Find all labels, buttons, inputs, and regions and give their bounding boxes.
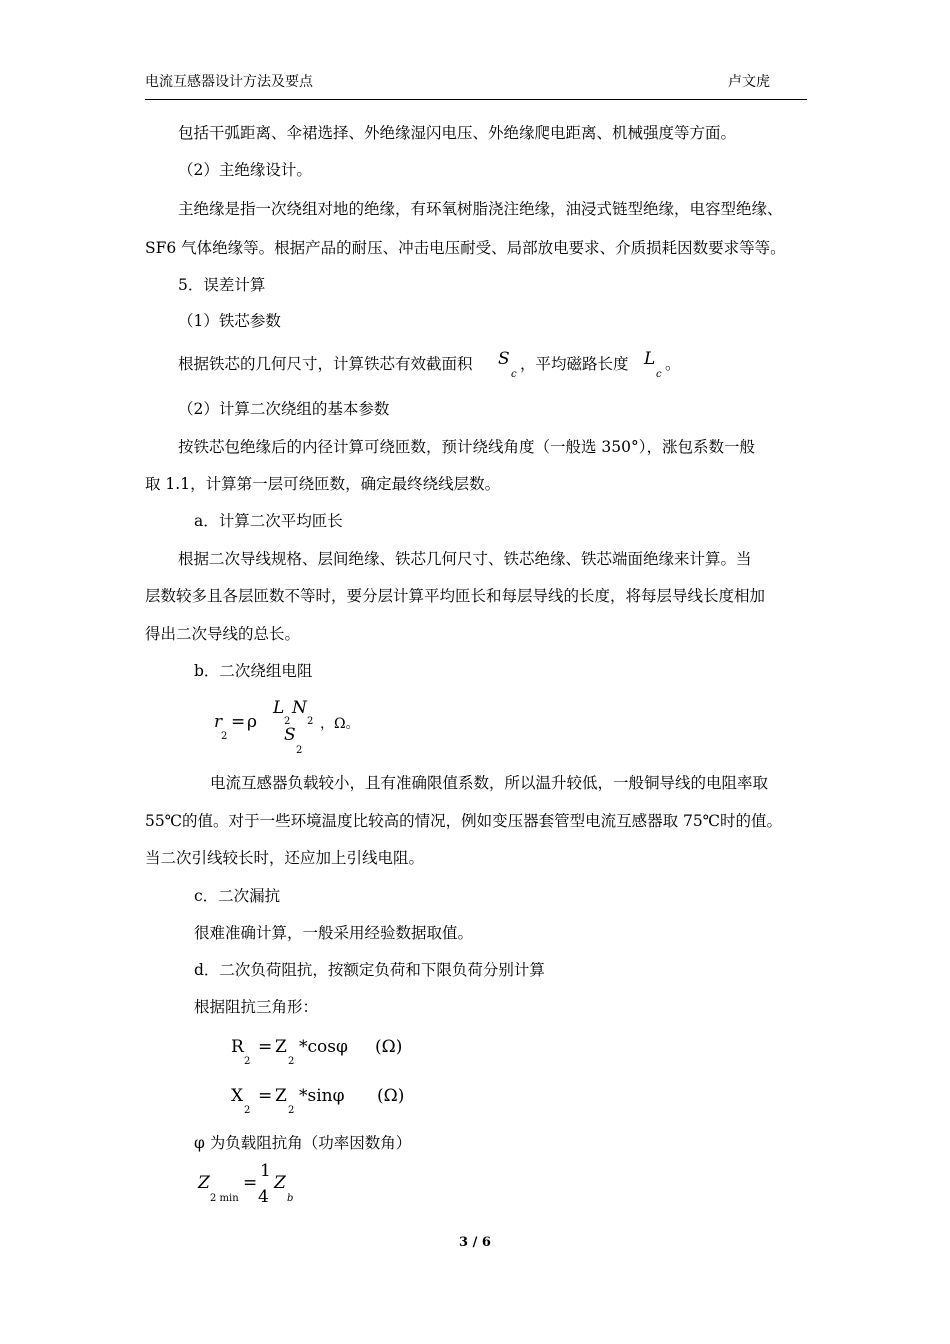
symbol-Z-min: Z bbox=[198, 1173, 210, 1193]
symbol-S: S bbox=[498, 349, 510, 369]
subscript-c: c bbox=[511, 369, 517, 380]
heading-core-params: （1）铁芯参数 bbox=[178, 312, 281, 330]
paragraph-10a: 根据二次导线规格、层间绝缘、铁芯几何尺寸、铁芯绝缘、铁芯端面绝缘来计算。当 bbox=[178, 550, 752, 568]
unit-ohm: ，Ω。 bbox=[320, 716, 360, 732]
paragraph-12c: 当二次引线较长时，还应加上引线电阻。 bbox=[145, 849, 425, 867]
unit-ohm-r2: (Ω) bbox=[375, 1037, 403, 1057]
subscript-2-Z-2: 2 bbox=[288, 1105, 295, 1116]
subscript-2-Z: 2 bbox=[288, 1056, 295, 1067]
paragraph-17: φ 为负载阻抗角（功率因数角） bbox=[194, 1134, 412, 1152]
equals-sign-z: = bbox=[243, 1173, 258, 1193]
paragraph-3a: 主绝缘是指一次绕组对地的绝缘，有环氧树脂浇注绝缘，油浸式链型绝缘，电容型绝缘、 bbox=[178, 200, 783, 218]
paragraph-6a: 根据铁芯的几何尺寸，计算铁芯有效截面积 bbox=[178, 355, 473, 373]
subscript-2-r: 2 bbox=[221, 731, 228, 742]
equals-sign-x2: = bbox=[258, 1086, 273, 1106]
paragraph-12a: 电流互感器负载较小，且有准确限值系数，所以温升较低，一般铜导线的电阻率取 bbox=[210, 774, 769, 792]
heading-error-calc: 5．误差计算 bbox=[178, 276, 266, 294]
paragraph-6b: ，平均磁路长度 bbox=[520, 355, 629, 373]
equals-sign-r2: = bbox=[258, 1037, 273, 1057]
paragraph-3b: SF6 气体绝缘等。根据产品的耐压、冲击电压耐受、局部放电要求、介质损耗因数要求等等。 bbox=[145, 239, 786, 257]
symbol-Z-2: Z bbox=[275, 1086, 287, 1106]
subscript-2-X: 2 bbox=[244, 1105, 251, 1116]
subscript-b: b bbox=[287, 1193, 294, 1204]
heading-d: d．二次负荷阻抗，按额定负荷和下限负荷分别计算 bbox=[194, 961, 545, 979]
equals-sign: = bbox=[231, 712, 246, 732]
subscript-c-2: c bbox=[656, 369, 662, 380]
symbol-L: L bbox=[644, 349, 656, 369]
paragraph-12b: 55℃的值。对于一些环境温度比较高的情况，例如变压器套管型电流互感器取 75℃时的值。 bbox=[145, 812, 783, 830]
cos-term: *cosφ bbox=[299, 1037, 348, 1057]
heading-b: b．二次绕组电阻 bbox=[194, 662, 313, 680]
heading-a: a．计算二次平均匝长 bbox=[194, 512, 343, 530]
header-rule bbox=[145, 99, 807, 100]
header-title: 电流互感器设计方法及要点 bbox=[145, 74, 313, 90]
numerator-N: N bbox=[292, 698, 307, 718]
heading-main-insulation: （2）主绝缘设计。 bbox=[178, 161, 312, 179]
heading-secondary-params: （2）计算二次绕组的基本参数 bbox=[178, 400, 390, 418]
symbol-X: X bbox=[231, 1086, 244, 1106]
denominator-S: S bbox=[284, 725, 296, 745]
subscript-2-S: 2 bbox=[296, 745, 303, 756]
rho-symbol: ρ bbox=[247, 712, 257, 732]
paragraph-10c: 得出二次导线的总长。 bbox=[145, 625, 301, 643]
paragraph-14: 很难准确计算，一般采用经验数据取值。 bbox=[194, 924, 474, 942]
page-number: 3 / 6 bbox=[459, 1235, 491, 1250]
fraction-numerator: 1 bbox=[260, 1161, 271, 1181]
symbol-r: r bbox=[214, 712, 223, 732]
symbol-Z: Z bbox=[275, 1037, 287, 1057]
symbol-R: R bbox=[231, 1037, 244, 1057]
subscript-2-N: 2 bbox=[307, 716, 314, 727]
paragraph-16: 根据阻抗三角形： bbox=[194, 998, 319, 1016]
fraction-denominator: 4 bbox=[258, 1187, 269, 1207]
subscript-2-L: 2 bbox=[284, 716, 291, 727]
paragraph-6c: 。 bbox=[665, 355, 681, 373]
subscript-2-R: 2 bbox=[244, 1056, 251, 1067]
subscript-2min: 2 min bbox=[210, 1193, 239, 1204]
paragraph-8b: 取 1.1，计算第一层可绕匝数，确定最终绕线层数。 bbox=[145, 475, 501, 493]
heading-c: c．二次漏抗 bbox=[194, 887, 281, 905]
header-author: 卢文虎 bbox=[728, 74, 770, 90]
sin-term: *sinφ bbox=[299, 1086, 345, 1106]
paragraph-8a: 按铁芯包绝缘后的内径计算可绕匝数，预计绕线角度（一般选 350°），涨包系数一般 bbox=[178, 438, 756, 456]
unit-ohm-x2: (Ω) bbox=[377, 1086, 405, 1106]
symbol-Z-b: Z bbox=[274, 1173, 286, 1193]
paragraph-1: 包括干弧距离、伞裙选择、外绝缘湿闪电压、外绝缘爬电距离、机械强度等方面。 bbox=[178, 124, 737, 142]
paragraph-10b: 层数较多且各层匝数不等时，要分层计算平均匝长和每层导线的长度，将每层导线长度相加 bbox=[145, 587, 766, 605]
numerator-L: L bbox=[273, 698, 285, 718]
